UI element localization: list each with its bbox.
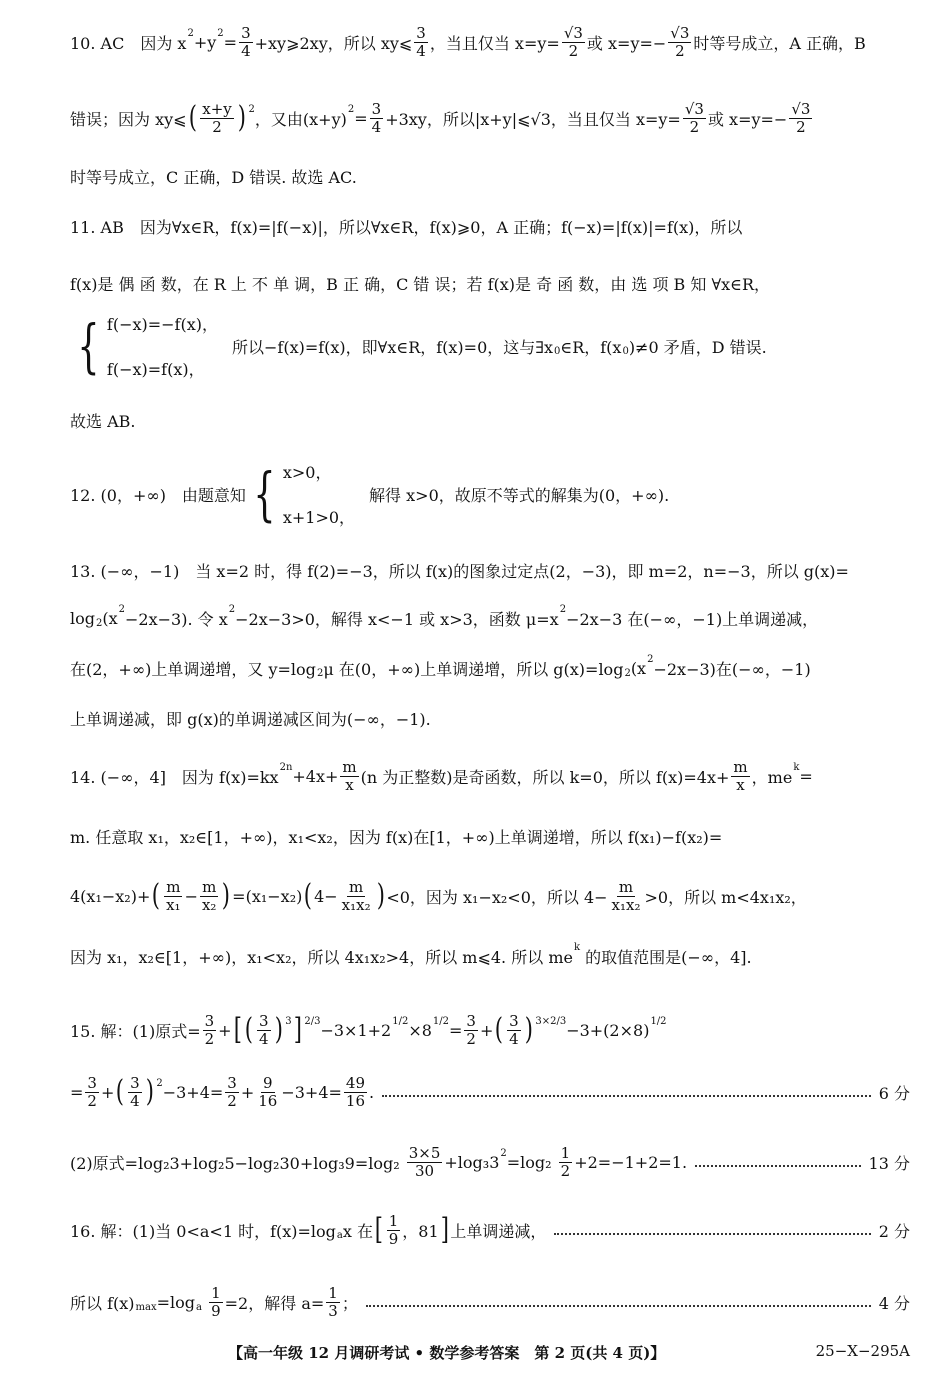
system-rows <box>283 460 355 528</box>
text-segment: 4− <box>314 886 338 906</box>
denominator: x₂ <box>201 895 217 914</box>
denominator: 30 <box>415 1161 435 1180</box>
numerator: 9 <box>263 1073 273 1092</box>
denominator: 4 <box>371 117 382 136</box>
dotted-leader <box>366 1305 871 1307</box>
text-segment: = <box>223 32 238 52</box>
text-segment: +y <box>193 32 217 52</box>
text-line <box>70 460 670 528</box>
text-segment: )≠0 矛盾，D 错误. <box>628 337 767 357</box>
fraction <box>559 1145 573 1180</box>
fraction <box>610 879 643 914</box>
text-segment: 12. (0，+∞) 由题意知 <box>70 485 246 505</box>
superscript: k <box>793 761 800 773</box>
fraction <box>326 1285 340 1320</box>
fraction <box>507 1013 521 1048</box>
text-segment: 4 分 <box>878 1293 910 1313</box>
numerator: √3 <box>563 23 583 42</box>
numerator: 1 <box>328 1283 338 1302</box>
denominator: x <box>345 775 354 794</box>
text-segment: =(x₁−x₂) <box>232 886 303 906</box>
numerator: 3 <box>509 1011 519 1030</box>
text-segment: −2x−3 在(−∞，−1)上单调递减， <box>566 609 819 629</box>
text-segment: −3+(2×8) <box>566 1020 650 1040</box>
subscript: a <box>336 1229 343 1241</box>
denominator: 2 <box>689 117 700 136</box>
text-segment: 或 x=y=− <box>707 109 788 129</box>
text-segment: 故选 AB. <box>70 411 136 431</box>
superscript: 2 <box>228 603 236 615</box>
superscript: 2n <box>279 761 293 773</box>
large-bracket: ) <box>222 878 231 913</box>
text-segment: +3xy，所以|x+y|⩽√3，当且仅当 x=y= <box>385 109 681 129</box>
subscript: max <box>135 1301 157 1313</box>
text-line <box>70 550 849 590</box>
denominator: 2 <box>87 1091 97 1110</box>
superscript: 1/2 <box>392 1015 409 1027</box>
text-line <box>70 648 811 688</box>
numerator: m <box>349 877 364 896</box>
large-bracket: ) <box>376 878 385 913</box>
fraction <box>85 1075 99 1110</box>
large-bracket: ( <box>495 1012 504 1047</box>
numerator: 3 <box>466 1011 476 1030</box>
text-segment: = <box>449 1020 463 1040</box>
text-segment: 所以−f(x)=f(x)，即∀x∈R，f(x)=0，这与∃x <box>232 337 553 357</box>
text-segment: (2)原式=log₂3+log₂5−log₂30+log₃9=log₂ <box>70 1153 405 1173</box>
fraction <box>789 101 812 136</box>
superscript: 1/2 <box>650 1015 667 1027</box>
fraction <box>731 759 749 794</box>
denominator: 4 <box>130 1091 140 1110</box>
text-segment: m. 任意取 x₁，x₂∈[1，+∞)，x₁<x₂，因为 f(x)在[1，+∞)上单调递增，所以 f(x₁)−f(x₂)= <box>70 827 723 847</box>
fraction <box>344 1075 367 1110</box>
fraction <box>340 879 373 914</box>
fraction <box>370 101 384 136</box>
large-bracket: [ <box>233 1012 242 1047</box>
numerator: x+y <box>202 99 232 118</box>
subscript: 0 <box>553 345 561 357</box>
text-segment: 4(x₁−x₂)+ <box>70 886 151 906</box>
text-segment: ，又由(x+y) <box>254 109 347 129</box>
denominator: 2 <box>568 41 579 60</box>
superscript: 2/3 <box>304 1015 321 1027</box>
text-line <box>70 1072 910 1112</box>
text-segment: 14. (−∞，4] 因为 f(x)=kx <box>70 767 279 787</box>
text-line <box>70 1142 910 1182</box>
text-segment: −2x−3)在(−∞，−1) <box>653 659 811 679</box>
text-segment: 的取值范围是(−∞，4]. <box>580 947 752 967</box>
system-rows <box>107 312 218 380</box>
dotted-leader <box>382 1095 871 1097</box>
subscript: 0 <box>622 345 629 357</box>
superscript: 1/2 <box>432 1015 449 1027</box>
text-segment: −3×1+2 <box>320 1020 392 1040</box>
text-segment: x 在 <box>342 1221 374 1241</box>
text-segment: −2x−3). 令 x <box>125 609 228 629</box>
text-segment: +2=−1+2=1. <box>574 1152 688 1172</box>
numerator: 3×5 <box>408 1143 441 1162</box>
large-bracket: [ <box>374 1212 383 1247</box>
system-row: x>0， <box>282 463 332 482</box>
text-line <box>70 756 813 796</box>
text-segment: ，me <box>751 767 793 787</box>
fraction <box>414 25 428 60</box>
numerator: m <box>342 757 357 776</box>
denominator: x₁x₂ <box>611 895 641 914</box>
large-bracket: ) <box>274 1012 283 1047</box>
text-segment: 在(2，+∞)上单调递增，又 y=log <box>70 659 316 679</box>
system-row: x+1>0， <box>282 508 356 527</box>
text-segment: = <box>799 766 813 786</box>
fraction <box>200 101 234 136</box>
text-segment: (x <box>102 608 118 628</box>
fraction <box>668 25 691 60</box>
text-segment: =log <box>156 1292 196 1312</box>
text-segment <box>202 1293 207 1312</box>
numerator: √3 <box>791 99 811 118</box>
denominator: 16 <box>345 1091 366 1110</box>
text-segment: 上单调递减，即 g(x)的单调递减区间为(−∞，−1). <box>70 709 431 729</box>
text-segment: 因为 x₁，x₂∈[1，+∞)，x₁<x₂，所以 4x₁x₂>4，所以 m⩽4. 所以 me <box>70 947 573 967</box>
text-line <box>70 598 818 638</box>
numerator: 3 <box>227 1073 237 1092</box>
denominator: 2 <box>466 1029 476 1048</box>
denominator: 2 <box>560 1161 571 1180</box>
denominator: 9 <box>388 1229 399 1248</box>
fraction <box>200 879 218 914</box>
left-brace-icon: { <box>77 312 100 380</box>
text-segment: ×8 <box>408 1020 432 1040</box>
denominator: x₁ <box>166 895 181 914</box>
page-footer <box>0 1342 950 1370</box>
subscript: a <box>196 1301 202 1313</box>
text-line <box>70 936 752 976</box>
system-row: f(−x)=−f(x)， <box>106 315 218 334</box>
numerator: 1 <box>211 1283 221 1302</box>
text-segment: (x <box>630 658 647 678</box>
denominator: 4 <box>509 1029 519 1048</box>
text-segment: 11. AB 因为∀x∈R，f(x)=|f(−x)|，所以∀x∈R，f(x)⩾0，A 正确；f(−x)=|f(x)|=f(x)，所以 <box>70 217 743 237</box>
denominator: 2 <box>796 117 806 136</box>
text-line <box>70 22 866 62</box>
denominator: x <box>736 775 745 794</box>
text-segment: −3+4= <box>162 1082 224 1102</box>
fraction <box>340 759 358 794</box>
text-segment: 13 分 <box>868 1153 910 1173</box>
denominator: 2 <box>204 1029 215 1048</box>
superscript: 3 <box>285 1015 292 1027</box>
superscript: 2 <box>347 103 355 115</box>
superscript: k <box>573 941 581 953</box>
text-segment: 13. (−∞，−1) 当 x=2 时，得 f(2)=−3，所以 f(x)的图象过定点(2，−3)，即 m=2，n=−3，所以 g(x)= <box>70 561 849 581</box>
large-bracket: ] <box>293 1012 302 1047</box>
numerator: 3 <box>241 23 251 42</box>
denominator: 2 <box>675 41 685 60</box>
text-segment: − <box>184 886 198 906</box>
system-row: f(−x)=f(x)， <box>106 360 205 379</box>
text-segment: 所以 f(x) <box>70 1293 135 1313</box>
text-line <box>70 156 357 196</box>
text-segment: 10. AC 因为 x <box>70 33 187 53</box>
text-segment: <0，因为 x₁−x₂<0，所以 4− <box>386 887 608 907</box>
denominator: 2 <box>227 1091 237 1110</box>
numerator: m <box>202 877 217 896</box>
text-line <box>70 698 431 738</box>
numerator: 3 <box>204 1011 215 1030</box>
text-segment: μ 在(0，+∞)上单调递增，所以 g(x)=log <box>323 659 624 679</box>
text-segment: =2，解得 a= <box>224 1293 325 1313</box>
denominator: 2 <box>212 117 222 136</box>
text-line <box>70 1210 910 1250</box>
text-segment: =log₂ <box>506 1152 557 1172</box>
fraction <box>164 879 182 914</box>
numerator: 3 <box>416 23 426 42</box>
fraction <box>257 1013 271 1048</box>
superscript: 2 <box>647 653 654 665</box>
text-segment: + <box>100 1082 115 1102</box>
numerator: 1 <box>388 1211 399 1230</box>
text-segment: 6 分 <box>878 1083 910 1103</box>
text-segment: 2 分 <box>878 1221 910 1241</box>
dotted-leader <box>554 1233 870 1235</box>
fraction <box>407 1145 443 1180</box>
text-segment: 16. 解：(1)当 0<a<1 时，f(x)=log <box>70 1221 336 1241</box>
text-segment: ； <box>341 1293 358 1313</box>
text-segment: ∈R，f(x <box>560 337 622 357</box>
footer-code: 25−X−295A <box>815 1342 910 1360</box>
superscript: 2 <box>118 603 126 615</box>
numerator: √3 <box>684 99 704 118</box>
fraction <box>387 1213 401 1248</box>
equation-system <box>246 460 355 528</box>
numerator: 3 <box>371 99 382 118</box>
text-line <box>70 206 742 246</box>
text-segment: +xy⩾2xy，所以 xy⩽ <box>254 33 413 53</box>
numerator: 3 <box>130 1073 140 1092</box>
text-line <box>70 816 722 856</box>
text-line <box>70 98 814 138</box>
text-segment: 错误；因为 xy⩽ <box>70 109 187 129</box>
subscript: 2 <box>96 617 103 629</box>
superscript: 2 <box>156 1077 163 1089</box>
text-segment: +4x+ <box>292 766 339 786</box>
text-segment: + <box>479 1020 494 1040</box>
numerator: m <box>733 757 748 776</box>
fraction <box>209 1285 223 1320</box>
superscript: 2 <box>217 27 224 39</box>
text-segment: +log₃3 <box>444 1152 500 1172</box>
subscript: 2 <box>316 667 324 679</box>
text-segment: (n 为正整数)是奇函数，所以 k=0，所以 f(x)=4x+ <box>360 767 730 787</box>
text-line <box>70 400 136 440</box>
large-bracket: ( <box>245 1012 254 1047</box>
text-line <box>70 312 767 380</box>
fraction <box>225 1075 239 1110</box>
text-segment: + <box>218 1020 232 1040</box>
denominator: 16 <box>258 1091 278 1110</box>
text-segment: log <box>70 608 95 628</box>
fraction <box>562 25 585 60</box>
subscript: 2 <box>624 667 631 679</box>
large-bracket: ( <box>152 878 161 913</box>
text-line <box>70 1010 667 1050</box>
fraction <box>128 1075 142 1110</box>
text-line <box>70 876 807 916</box>
superscript: 2 <box>559 603 567 615</box>
fraction <box>203 1013 217 1048</box>
fraction <box>239 25 253 60</box>
large-bracket: ( <box>116 1074 125 1109</box>
text-segment: 15. 解：(1)原式= <box>70 1021 201 1041</box>
numerator: 1 <box>560 1143 571 1162</box>
footer-title: 【高一年级 12 月调研考试 • 数学参考答案 第 2 页(共 4 页)】 <box>228 1344 666 1362</box>
fraction <box>464 1013 478 1048</box>
text-segment: −3+4= <box>281 1082 342 1102</box>
numerator: 3 <box>87 1073 97 1092</box>
text-segment: 上单调递减， <box>450 1221 547 1241</box>
denominator: 3 <box>328 1301 338 1320</box>
text-segment: 解得 x>0，故原不等式的解集为(0，+∞). <box>369 485 670 505</box>
dotted-leader <box>695 1165 861 1167</box>
denominator: 4 <box>241 41 251 60</box>
superscript: 3×2/3 <box>535 1015 567 1027</box>
text-segment: 时等号成立，A 正确，B <box>693 33 866 53</box>
numerator: m <box>618 877 634 896</box>
text-segment: 或 x=y=− <box>586 33 667 53</box>
text-segment: 时等号成立，C 正确，D 错误. 故选 AC. <box>70 167 357 187</box>
text-segment: = <box>354 108 368 128</box>
text-segment: = <box>70 1082 84 1102</box>
large-bracket: ) <box>237 100 246 135</box>
text-segment: + <box>240 1082 255 1102</box>
superscript: 2 <box>187 27 194 39</box>
equation-system <box>70 312 218 380</box>
text-segment: >0，所以 m<4x₁x₂， <box>644 887 807 907</box>
numerator: √3 <box>670 23 690 42</box>
large-bracket: ) <box>145 1074 154 1109</box>
text-segment: . <box>369 1082 375 1102</box>
superscript: 2 <box>248 103 255 115</box>
fraction <box>256 1075 279 1110</box>
large-bracket: ) <box>524 1012 533 1047</box>
large-bracket: ( <box>188 100 197 135</box>
text-segment: −2x−3>0，解得 x<−1 或 x>3，函数 μ=x <box>235 609 559 629</box>
denominator: 4 <box>259 1029 269 1048</box>
left-brace-icon: { <box>253 460 276 528</box>
numerator: 49 <box>345 1073 366 1092</box>
fraction <box>683 101 706 136</box>
large-bracket: ( <box>304 878 313 913</box>
text-segment: f(x)是 偶 函 数，在 R 上 不 单 调，B 正 确，C 错 误；若 f(x)是 奇 函 数，由 选 项 B 知 ∀x∈R， <box>70 274 771 294</box>
text-segment: ，81 <box>402 1221 439 1241</box>
text-line <box>70 263 770 303</box>
text-line <box>70 1282 910 1322</box>
denominator: x₁x₂ <box>341 895 371 914</box>
denominator: 9 <box>211 1301 221 1320</box>
numerator: m <box>166 877 181 896</box>
text-segment: ，当且仅当 x=y= <box>429 33 560 53</box>
denominator: 4 <box>416 41 426 60</box>
large-bracket: ] <box>440 1212 449 1247</box>
superscript: 2 <box>500 1147 507 1159</box>
numerator: 3 <box>259 1011 269 1030</box>
